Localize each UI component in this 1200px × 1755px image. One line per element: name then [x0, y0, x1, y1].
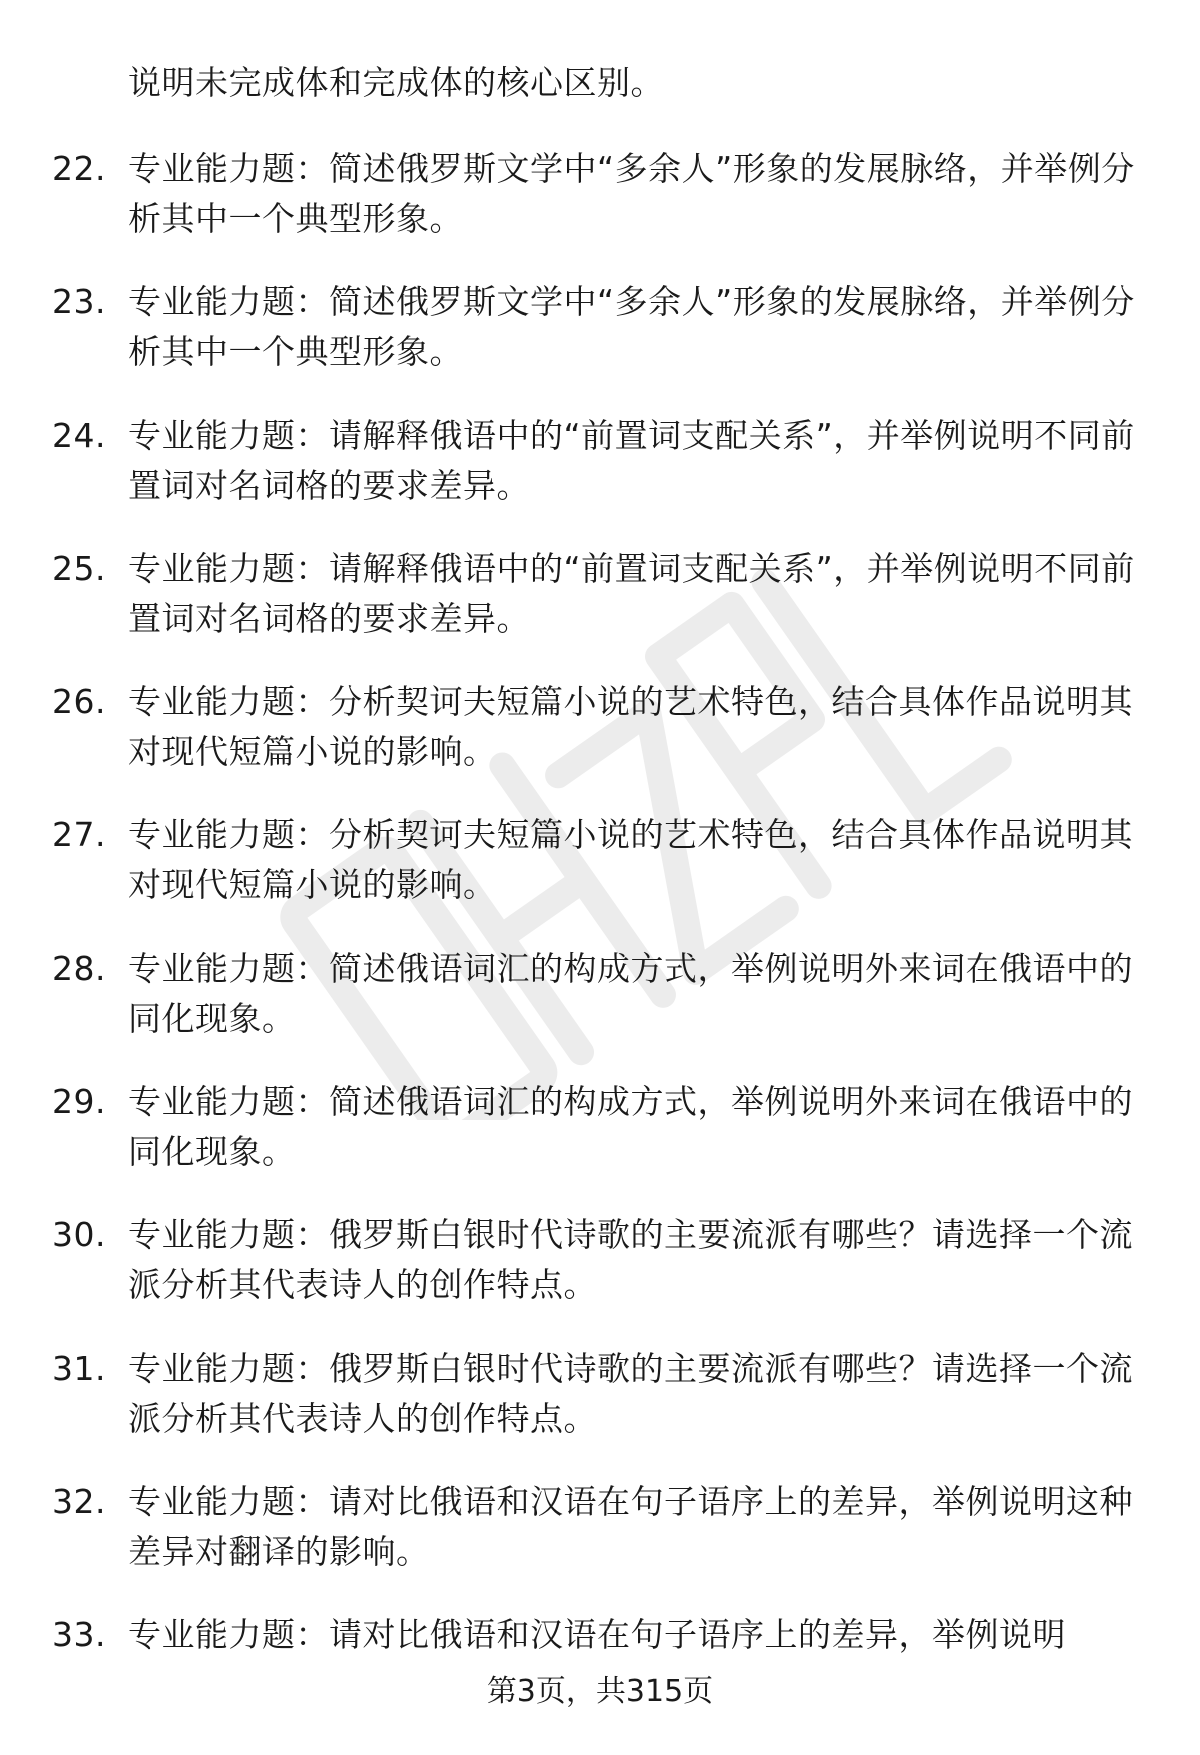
question-item — [52, 144, 1152, 277]
question-text: 专业能力题：俄罗斯白银时代诗歌的主要流派有哪些？请选择一个流派分析其代表诗人的创作特点。 — [128, 1348, 1133, 1438]
question-item — [52, 677, 1152, 810]
question-number: 24. — [52, 415, 106, 455]
question-text: 专业能力题：请解释俄语中的“前置词支配关系”，并举例说明不同前置词对名词格的要求差异。 — [128, 415, 1135, 505]
question-item — [52, 411, 1152, 544]
question-text: 专业能力题：请解释俄语中的“前置词支配关系”，并举例说明不同前置词对名词格的要求差异。 — [128, 548, 1135, 638]
question-item — [52, 944, 1152, 1077]
question-item — [52, 1077, 1152, 1210]
question-item — [52, 1210, 1152, 1343]
question-text: 专业能力题：分析契诃夫短篇小说的艺术特色，结合具体作品说明其对现代短篇小说的影响。 — [128, 815, 1133, 905]
page-footer: 第3页，共315页 — [486, 1674, 714, 1709]
question-number: 23. — [52, 282, 106, 322]
question-text: 专业能力题：分析契诃夫短篇小说的艺术特色，结合具体作品说明其对现代短篇小说的影响。 — [128, 682, 1133, 772]
question-number: 31. — [52, 1348, 106, 1388]
question-number: 25. — [52, 548, 106, 588]
question-number: 32. — [52, 1481, 106, 1521]
question-item — [52, 810, 1152, 943]
question-text: 专业能力题：简述俄语词汇的构成方式，举例说明外来词在俄语中的同化现象。 — [128, 1082, 1133, 1172]
question-text: 专业能力题：简述俄语词汇的构成方式，举例说明外来词在俄语中的同化现象。 — [128, 948, 1133, 1038]
question-item — [52, 277, 1152, 410]
question-item — [52, 1477, 1152, 1610]
continuation-text: 说明未完成体和完成体的核心区别。 — [128, 63, 664, 102]
question-number: 27. — [52, 815, 106, 855]
question-item — [52, 544, 1152, 677]
question-number: 28. — [52, 948, 106, 988]
question-text: 专业能力题：请对比俄语和汉语在句子语序上的差异，举例说明这种差异对翻译的影响。 — [128, 1481, 1133, 1571]
question-item — [52, 1344, 1152, 1477]
question-text: 专业能力题：请对比俄语和汉语在句子语序上的差异，举例说明 — [128, 1615, 1066, 1655]
question-number: 29. — [52, 1082, 106, 1122]
question-number: 26. — [52, 682, 106, 722]
question-text: 专业能力题：简述俄罗斯文学中“多余人”形象的发展脉络，并举例分析其中一个典型形象。 — [128, 282, 1135, 372]
question-number: 22. — [52, 149, 106, 188]
question-number: 30. — [52, 1215, 106, 1255]
question-number: 33. — [52, 1615, 106, 1655]
question-text: 专业能力题：俄罗斯白银时代诗歌的主要流派有哪些？请选择一个流派分析其代表诗人的创作特点。 — [128, 1215, 1133, 1305]
question-text: 专业能力题：简述俄罗斯文学中“多余人”形象的发展脉络，并举例分析其中一个典型形象。 — [128, 149, 1135, 238]
question-list — [52, 144, 1152, 1744]
